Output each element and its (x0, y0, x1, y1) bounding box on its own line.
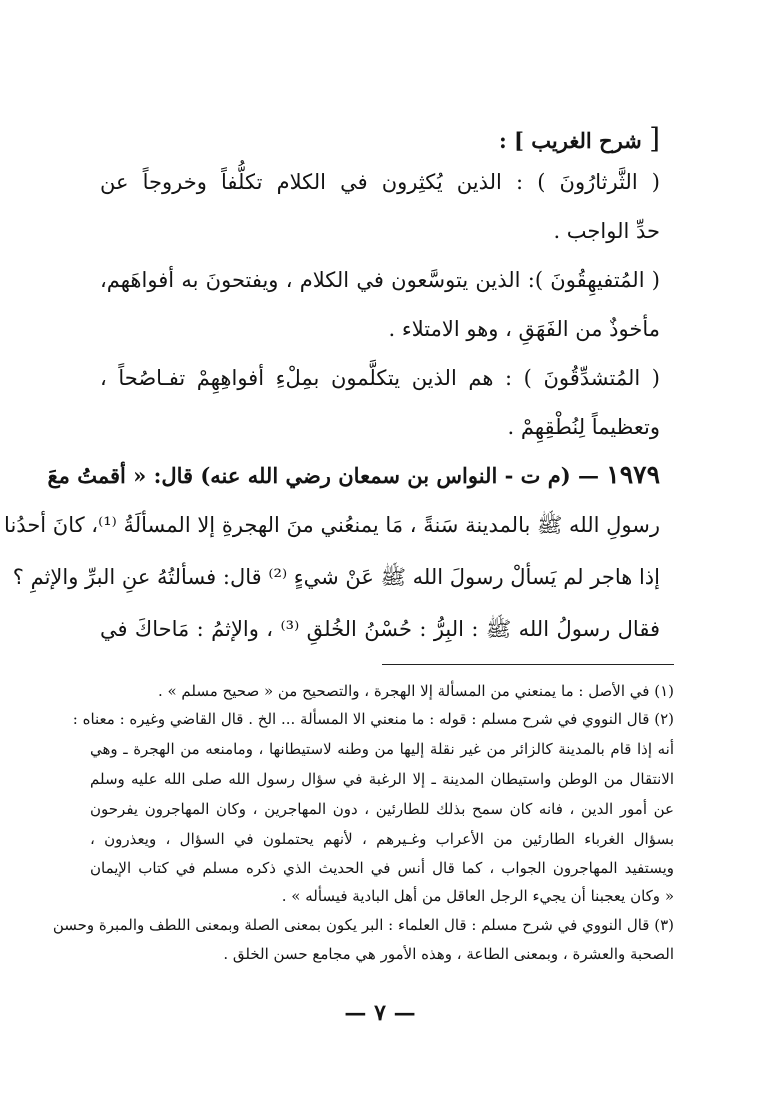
hadith-line-2: رسولِ الله ﷺ بالمدينة سَنةً ، مَا يمنعُني منَ الهجرةِ إلا المسألَةُ ⁽¹⁾، كانَ أحدُنا (4, 513, 660, 537)
page-number: — ٧ — (344, 1000, 416, 1026)
hadith-number: ١٩٧٩ (606, 460, 660, 489)
footnote-2-line-4: عن أمور الدين ، فانه كان سمح بذلك للطارئين ، دون المهاجرين ، وكان المهاجرون يفرحون (90, 800, 674, 818)
glossary-1-line-1: ( الثَّرثارُونَ ) : الذين يُكثِرون في الكلام تكلُّفاً وخروجاً عن (100, 170, 660, 194)
hadith-line-4: فقال رسولُ الله ﷺ : البِرُّ : حُسْنُ الخُلقِ ⁽³⁾ ، والإثمُ : مَاحاكَ في (100, 617, 660, 641)
glossary-3-line-1: ( المُتشدِّقُونَ ) : هم الذين يتكلَّمون بمِلْءِ أفواهِهِمْ تفـاصُحاً ، (100, 366, 660, 390)
footnote-1: (١) في الأصل : ما يمنعني من المسألة إلا الهجرة ، والتصحيح من « صحيح مسلم » . (157, 682, 674, 700)
footnote-2-line-3: الانتقال من الوطن واستيطان المدينة ـ إلا الرغبة في سؤال رسول الله صلى الله عليه وسلم (90, 770, 674, 788)
footnote-2-line-2: أنه إذا قام بالمدينة كالزائر من غير نقلة إليها من وطنه لاستيطانها ، ومامنعه من الهجرة ـ وهي (90, 740, 674, 758)
glossary-2-line-1: ( المُتفيهِقُونَ ): الذين يتوسَّعون في الكلام ، ويفتحونَ به أفواهَهم، (100, 268, 660, 292)
glossary-2-line-2: مأخوذٌ من الفَهَقِ ، وهو الامتلاء . (388, 317, 660, 341)
footnote-2-line-7: « وكان يعجبنا أن يجيء الرجل العاقل من أهل البادية فيسأله » . (281, 887, 674, 905)
section-heading (100, 122, 660, 155)
glossary-1-line-2: حدِّ الواجب . (553, 219, 660, 243)
heading-title: شرح الغريب (531, 128, 642, 153)
open-bracket: [ (649, 122, 660, 155)
footnote-3-line-2: الصحبة والعشرة ، وبمعنى الطاعة ، وهذه الأمور هي مجامع حسن الخلق . (223, 945, 674, 963)
footnote-2-line-6: ويستفيد المهاجرون الجواب ، كما قال أنس في الحديث الذي ذكره مسلم في كتاب الإيمان (90, 859, 674, 877)
footnote-2-line-5: بسؤال الغرباء الطارئين من الأعراب وغـيرهم ، لأنهم يحتملون في السؤال ، ويعذرون ، (90, 830, 674, 848)
close-bracket: ] : (498, 128, 524, 153)
hadith-line-1 (47, 460, 660, 489)
glossary-3-line-2: وتعظيماً لِنُطْقِهِمْ . (507, 415, 660, 439)
footnote-divider (382, 664, 674, 665)
footnote-3-line-1: (٣) قال النووي في شرح مسلم : قال العلماء : البر يكون بمعنى الصلة وبمعنى اللطف والمبرة وحسن (52, 916, 674, 934)
footnote-2-line-1: (٢) قال النووي في شرح مسلم : قوله : ما منعني الا المسألة ... الخ . قال القاضي وغيره : معناه : (72, 710, 674, 728)
hadith-line-1-text: — (م ت - النواس بن سمعان رضي الله عنه) قال: « أقمتُ معَ (47, 463, 599, 488)
hadith-line-3: إذا هاجر لم يَسألْ رسولَ الله ﷺ عَنْ شيءٍ ⁽²⁾ قال: فسألتُهُ عنِ البرِّ والإثمِ ؟ (12, 565, 660, 589)
